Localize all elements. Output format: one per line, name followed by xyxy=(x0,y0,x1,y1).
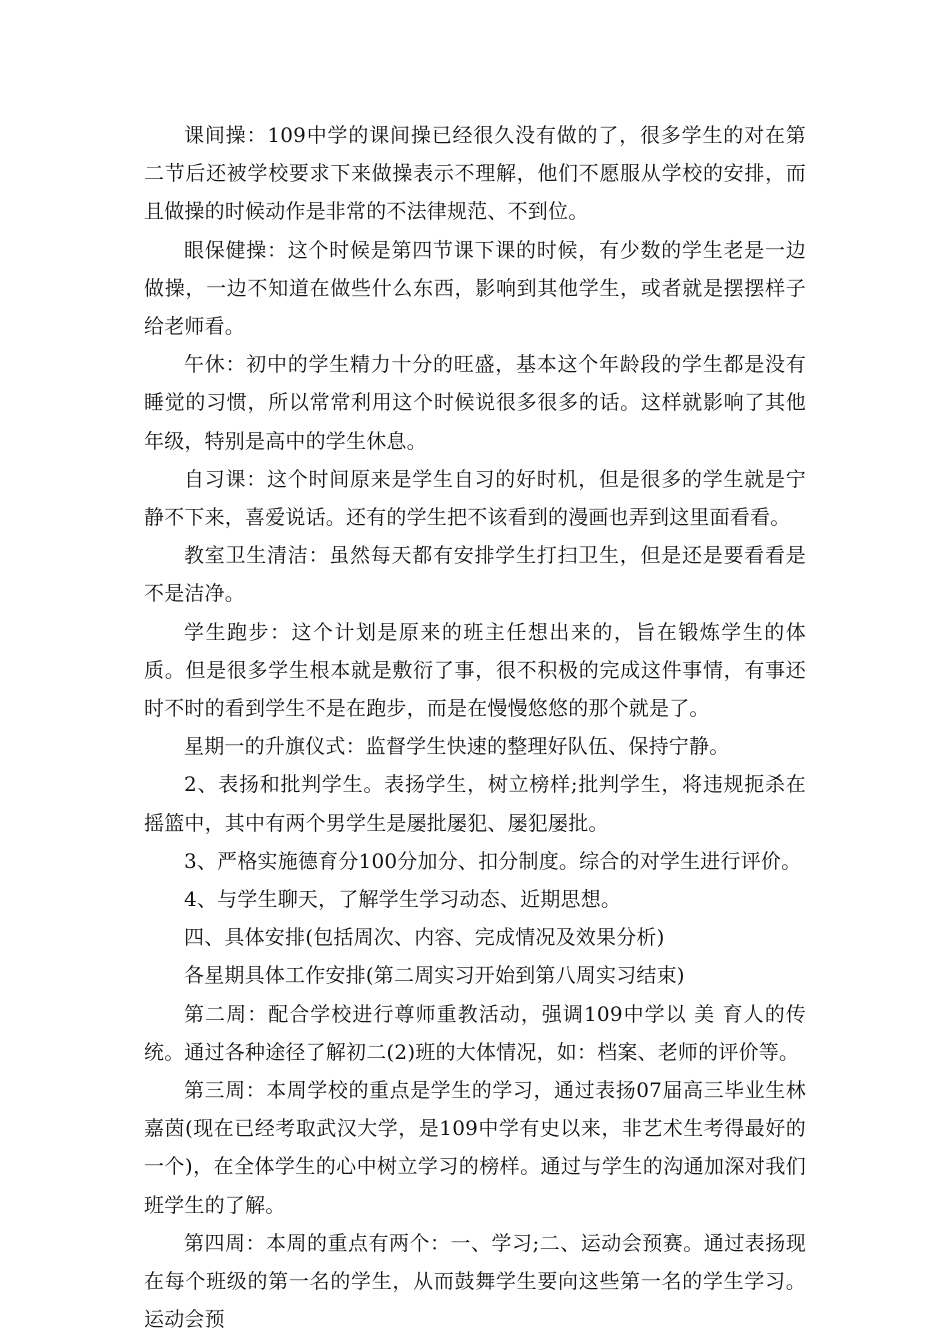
paragraph-noon-rest: 午休：初中的学生精力十分的旺盛，基本这个年龄段的学生都是没有睡觉的习惯，所以常常利用这个时候说很多很多的话。这样就影响了其他年级，特别是高中的学生休息。 xyxy=(144,352,806,453)
paragraph-classroom-cleaning: 教室卫生清洁：虽然每天都有安排学生打扫卫生，但是还是要看看是不是洁净。 xyxy=(144,543,806,606)
paragraph-eye-exercise: 眼保健操：这个时候是第四节课下课的时候，有少数的学生老是一边做操，一边不知道在做些什么东西，影响到其他学生，或者就是摆摆样子给老师看。 xyxy=(144,237,806,339)
paragraph-week-two: 第二周：配合学校进行尊师重教活动，强调109中学以 美 育人的传统。通过各种途径了解初二(2)班的大体情况，如：档案、老师的评价等。 xyxy=(144,1001,806,1064)
paragraph-week-three: 第三周：本周学校的重点是学生的学习，通过表扬07届高三毕业生林嘉茵(现在已经考取武汉大学，是109中学有史以来，非艺术生考得最好的一个)，在全体学生的心中树立学习的榜样。通过与学生的沟通加深对我们班学生的了解。 xyxy=(144,1078,806,1217)
paragraph-moral-score: 3、严格实施德育分100分加分、扣分制度。综合的对学生进行评价。 xyxy=(184,848,802,873)
paragraph-week-four: 第四周：本周的重点有两个：一、学习;二、运动会预赛。通过表扬现在每个班级的第一名的学生，从而鼓舞学生要向这些第一名的学生学习。运动会预 xyxy=(144,1230,806,1332)
paragraph-student-chat: 4、与学生聊天，了解学生学习动态、近期思想。 xyxy=(184,887,622,912)
document-body xyxy=(144,116,806,1339)
section-heading-arrangement: 四、具体安排(包括周次、内容、完成情况及效果分析) xyxy=(184,925,665,950)
paragraph-self-study: 自习课：这个时间原来是学生自习的好时机，但是很多的学生就是宁静不下来，喜爱说话。还有的学生把不该看到的漫画也弄到这里面看看。 xyxy=(144,466,806,530)
paragraph-flag-ceremony: 星期一的升旗仪式：监督学生快速的整理好队伍、保持宁静。 xyxy=(184,734,730,759)
paragraph-praise-criticism: 2、表扬和批判学生。表扬学生，树立榜样;批判学生，将违规扼杀在摇篮中，其中有两个男学生是屡批屡犯、屡犯屡批。 xyxy=(144,772,806,835)
paragraph-weekly-plan-intro: 各星期具体工作安排(第二周实习开始到第八周实习结束) xyxy=(184,963,685,988)
paragraph-morning-exercise: 课间操：109中学的课间操已经很久没有做的了，很多学生的对在第二节后还被学校要求下来做操表示不理解，他们不愿服从学校的安排，而且做操的时候动作是非常的不法律规范、不到位。 xyxy=(144,123,806,224)
paragraph-student-running: 学生跑步：这个计划是原来的班主任想出来的，旨在锻炼学生的体质。但是很多学生根本就是敷衍了事，很不积极的完成这件事情，有事还时不时的看到学生不是在跑步，而是在慢慢悠悠的那个就是了。 xyxy=(144,619,806,721)
